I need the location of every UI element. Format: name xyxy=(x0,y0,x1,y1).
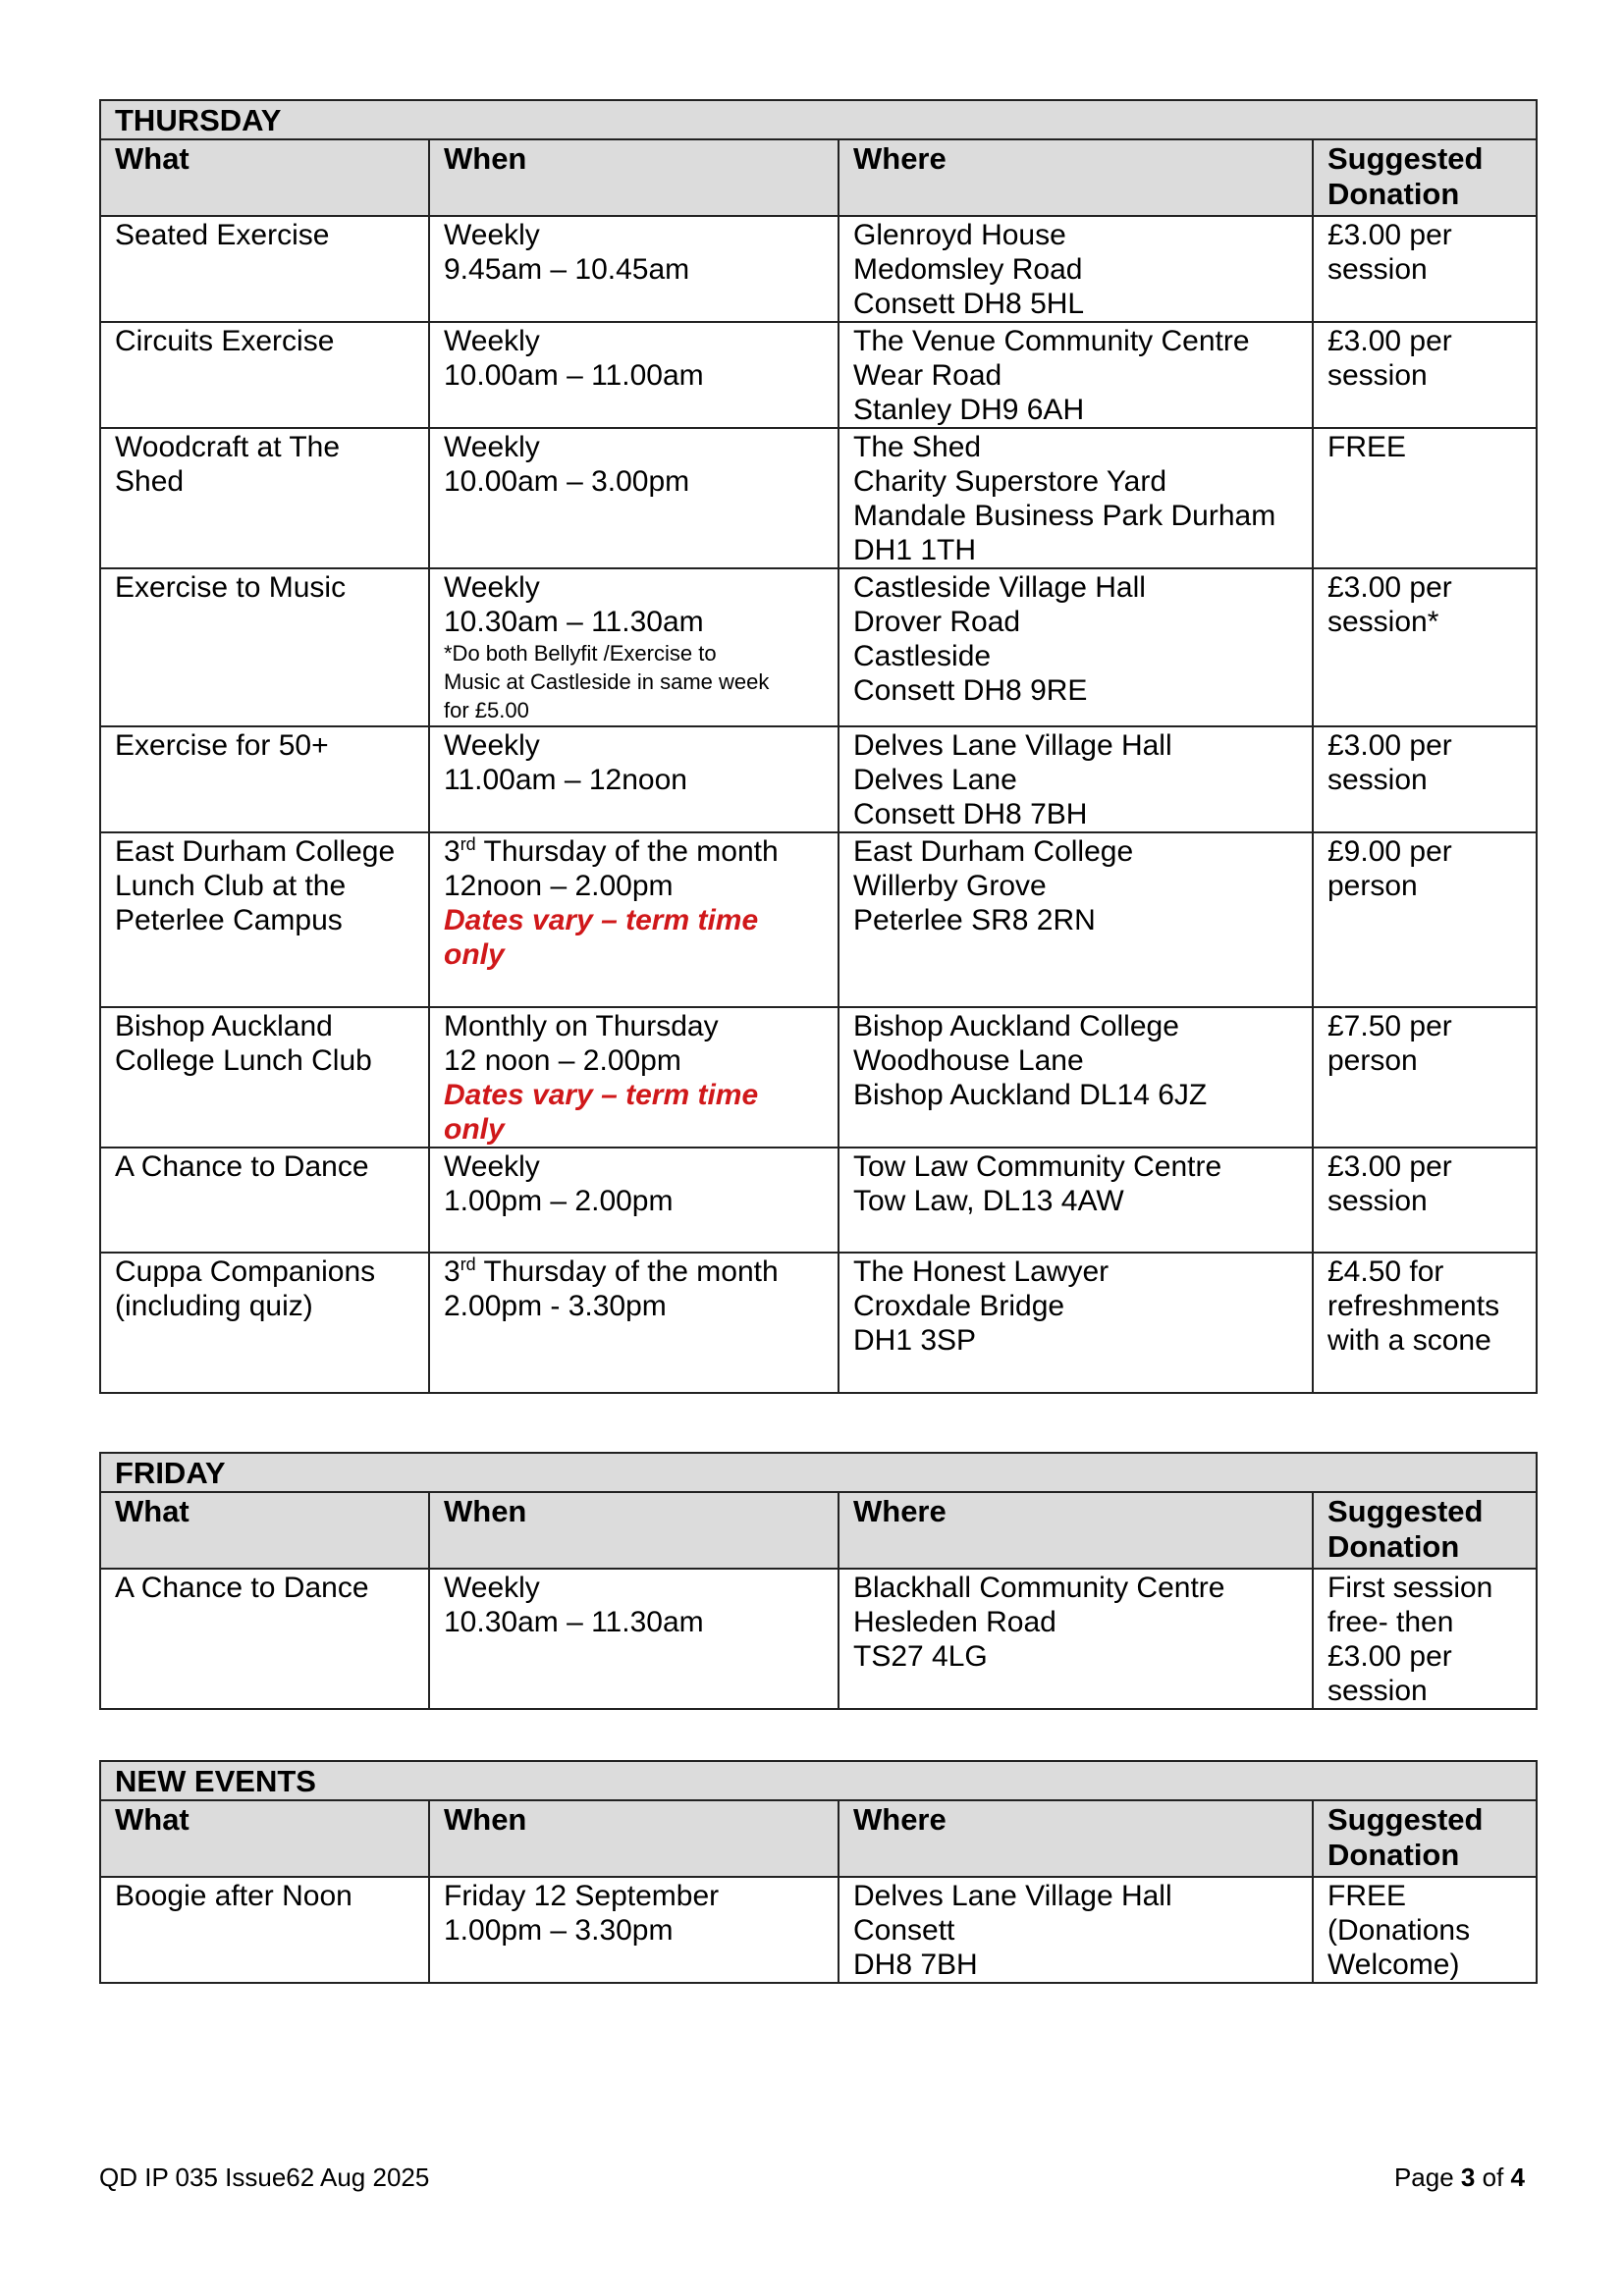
where-line: Consett DH8 7BH xyxy=(853,798,1088,830)
donation-line: free- then xyxy=(1327,1606,1454,1638)
donation-line: session xyxy=(1327,764,1428,796)
where-line: Castleside Village Hall xyxy=(853,571,1146,604)
cell-donation xyxy=(1313,1148,1537,1253)
where-line: Croxdale Bridge xyxy=(853,1290,1065,1322)
cell-what xyxy=(100,1877,429,1983)
donation-line: £4.50 for xyxy=(1327,1255,1444,1288)
cell-when xyxy=(429,568,839,726)
when-line: Friday 12 September xyxy=(444,1880,720,1912)
donation-line: £3.00 per xyxy=(1327,219,1452,251)
when-line: Weekly xyxy=(444,219,540,251)
when-line: 1.00pm – 3.30pm xyxy=(444,1914,674,1947)
where-line: DH8 7BH xyxy=(853,1949,978,1981)
when-line: 1.00pm – 2.00pm xyxy=(444,1185,674,1217)
donation-line: First session xyxy=(1327,1572,1493,1604)
donation-line: (Donations xyxy=(1327,1914,1471,1947)
where-line: Consett DH8 9RE xyxy=(853,674,1088,707)
cell-when xyxy=(429,216,839,322)
cell-where xyxy=(839,726,1313,832)
donation-line: refreshments xyxy=(1327,1290,1500,1322)
cell-donation xyxy=(1313,428,1537,568)
donation-line: £3.00 per xyxy=(1327,1640,1452,1673)
donation-line: person xyxy=(1327,1044,1418,1077)
where-line: Willerby Grove xyxy=(853,870,1047,902)
where-line: Consett DH8 5HL xyxy=(853,288,1085,320)
cell-what xyxy=(100,832,429,1007)
where-line: Consett xyxy=(853,1914,955,1947)
what-line: A Chance to Dance xyxy=(115,1572,369,1604)
cell-what xyxy=(100,568,429,726)
donation-line: with a scone xyxy=(1327,1324,1491,1357)
table-row xyxy=(100,1877,1537,1983)
when-alert-line: only xyxy=(444,1113,505,1146)
when-line: Weekly xyxy=(444,325,540,357)
cell-what xyxy=(100,1569,429,1709)
friday-table xyxy=(99,1452,1538,1710)
what-line: A Chance to Dance xyxy=(115,1150,369,1183)
when-note-line: Music at Castleside in same week xyxy=(444,669,770,694)
what-line: Exercise for 50+ xyxy=(115,729,329,762)
table-row xyxy=(100,568,1537,726)
when-line: 12noon – 2.00pm xyxy=(444,870,674,902)
donation-line: £7.50 per xyxy=(1327,1010,1452,1042)
column-header-what: What xyxy=(100,1492,429,1569)
what-line: Lunch Club at the xyxy=(115,870,347,902)
donation-line: session xyxy=(1327,359,1428,392)
where-line: Bishop Auckland DL14 6JZ xyxy=(853,1079,1208,1111)
where-line: TS27 4LG xyxy=(853,1640,988,1673)
when-line: Weekly xyxy=(444,1572,540,1604)
where-line: Glenroyd House xyxy=(853,219,1066,251)
when-line: 11.00am – 12noon xyxy=(444,764,687,796)
cell-when xyxy=(429,1148,839,1253)
cell-donation xyxy=(1313,1253,1537,1393)
what-line: Woodcraft at The xyxy=(115,431,341,463)
table-row xyxy=(100,1148,1537,1253)
where-line: Blackhall Community Centre xyxy=(853,1572,1225,1604)
cell-when xyxy=(429,1569,839,1709)
cell-when xyxy=(429,1007,839,1148)
cell-donation xyxy=(1313,1877,1537,1983)
cell-when xyxy=(429,428,839,568)
what-line: Seated Exercise xyxy=(115,219,330,251)
where-line: Tow Law, DL13 4AW xyxy=(853,1185,1124,1217)
donation-line: Welcome) xyxy=(1327,1949,1460,1981)
cell-where xyxy=(839,428,1313,568)
new-events-table xyxy=(99,1760,1538,1984)
where-line: East Durham College xyxy=(853,835,1134,868)
donation-line: £9.00 per xyxy=(1327,835,1452,868)
table-row xyxy=(100,216,1537,322)
cell-when xyxy=(429,1253,839,1393)
cell-where xyxy=(839,1253,1313,1393)
where-line: Delves Lane Village Hall xyxy=(853,1880,1172,1912)
footer-page-number: Page 3 of 4 xyxy=(1393,2163,1525,2192)
cell-where xyxy=(839,1148,1313,1253)
when-note-line: *Do both Bellyfit /Exercise to xyxy=(444,641,717,666)
when-line: Weekly xyxy=(444,571,540,604)
when-line: 10.30am – 11.30am xyxy=(444,606,704,638)
table-row xyxy=(100,1253,1537,1393)
where-line: Medomsley Road xyxy=(853,253,1083,286)
column-header-what: What xyxy=(100,1800,429,1877)
cell-where xyxy=(839,216,1313,322)
where-line: Tow Law Community Centre xyxy=(853,1150,1222,1183)
where-line: Woodhouse Lane xyxy=(853,1044,1084,1077)
table-row xyxy=(100,428,1537,568)
what-line: Peterlee Campus xyxy=(115,904,343,936)
when-alert-line: Dates vary – term time xyxy=(444,904,759,936)
where-line: Wear Road xyxy=(853,359,1002,392)
when-line: 2.00pm - 3.30pm xyxy=(444,1290,667,1322)
where-line: DH1 1TH xyxy=(853,534,977,566)
cell-what xyxy=(100,726,429,832)
what-line: Bishop Auckland xyxy=(115,1010,333,1042)
when-ordinal-line: 3rd Thursday of the month xyxy=(444,834,779,868)
cell-when xyxy=(429,1877,839,1983)
cell-what xyxy=(100,1148,429,1253)
where-line: DH1 3SP xyxy=(853,1324,977,1357)
column-header-donation: Suggested Donation xyxy=(1313,139,1537,216)
cell-where xyxy=(839,1877,1313,1983)
cell-when xyxy=(429,832,839,1007)
what-line: College Lunch Club xyxy=(115,1044,372,1077)
donation-line: session xyxy=(1327,1675,1428,1707)
table-row xyxy=(100,1569,1537,1709)
cell-donation xyxy=(1313,568,1537,726)
table-row xyxy=(100,832,1537,1007)
cell-what xyxy=(100,216,429,322)
where-line: Hesleden Road xyxy=(853,1606,1056,1638)
cell-where xyxy=(839,1569,1313,1709)
when-alert-line: Dates vary – term time xyxy=(444,1079,759,1111)
cell-what xyxy=(100,322,429,428)
donation-line: £3.00 per xyxy=(1327,571,1452,604)
what-line: Cuppa Companions xyxy=(115,1255,376,1288)
cell-what xyxy=(100,1253,429,1393)
what-line: East Durham College xyxy=(115,835,396,868)
where-line: Peterlee SR8 2RN xyxy=(853,904,1096,936)
donation-line: £3.00 per xyxy=(1327,1150,1452,1183)
table-row xyxy=(100,726,1537,832)
where-line: Drover Road xyxy=(853,606,1021,638)
what-line: Boogie after Noon xyxy=(115,1880,352,1912)
cell-when xyxy=(429,726,839,832)
donation-line: FREE xyxy=(1327,431,1407,463)
what-line: Exercise to Music xyxy=(115,571,347,604)
column-header-when: When xyxy=(429,1800,839,1877)
when-line: Weekly xyxy=(444,1150,540,1183)
section-title: FRIDAY xyxy=(100,1453,1537,1492)
cell-what xyxy=(100,428,429,568)
when-alert-line: only xyxy=(444,938,505,971)
when-line: 10.00am – 3.00pm xyxy=(444,465,690,498)
what-line: (including quiz) xyxy=(115,1290,313,1322)
cell-donation xyxy=(1313,832,1537,1007)
column-header-where: Where xyxy=(839,139,1313,216)
what-line: Shed xyxy=(115,465,185,498)
section-title: THURSDAY xyxy=(100,100,1537,139)
thursday-table xyxy=(99,99,1538,1394)
when-line: Weekly xyxy=(444,431,540,463)
column-header-when: When xyxy=(429,1492,839,1569)
cell-what xyxy=(100,1007,429,1148)
where-line: Delves Lane xyxy=(853,764,1017,796)
where-line: Charity Superstore Yard xyxy=(853,465,1167,498)
where-line: Castleside xyxy=(853,640,992,672)
where-line: The Honest Lawyer xyxy=(853,1255,1110,1288)
where-line: Stanley DH9 6AH xyxy=(853,394,1085,426)
when-note-line: for £5.00 xyxy=(444,698,529,722)
cell-when xyxy=(429,322,839,428)
table-row xyxy=(100,322,1537,428)
cell-where xyxy=(839,1007,1313,1148)
section-title: NEW EVENTS xyxy=(100,1761,1537,1800)
cell-where xyxy=(839,322,1313,428)
donation-line: person xyxy=(1327,870,1418,902)
cell-where xyxy=(839,832,1313,1007)
what-line: Circuits Exercise xyxy=(115,325,335,357)
cell-donation xyxy=(1313,322,1537,428)
column-header-where: Where xyxy=(839,1800,1313,1877)
when-ordinal-line: 3rd Thursday of the month xyxy=(444,1255,779,1288)
when-line: Monthly on Thursday xyxy=(444,1010,719,1042)
donation-line: session xyxy=(1327,253,1428,286)
cell-where xyxy=(839,568,1313,726)
when-line: Weekly xyxy=(444,729,540,762)
where-line: Bishop Auckland College xyxy=(853,1010,1179,1042)
donation-line: £3.00 per xyxy=(1327,325,1452,357)
donation-line: £3.00 per xyxy=(1327,729,1452,762)
when-line: 9.45am – 10.45am xyxy=(444,253,690,286)
column-header-donation: Suggested Donation xyxy=(1313,1492,1537,1569)
cell-donation xyxy=(1313,1569,1537,1709)
column-header-donation: Suggested Donation xyxy=(1313,1800,1537,1877)
donation-line: session xyxy=(1327,1185,1428,1217)
where-line: Mandale Business Park Durham xyxy=(853,500,1276,532)
table-row xyxy=(100,1007,1537,1148)
column-header-what: What xyxy=(100,139,429,216)
when-line: 12 noon – 2.00pm xyxy=(444,1044,681,1077)
cell-donation xyxy=(1313,216,1537,322)
when-line: 10.30am – 11.30am xyxy=(444,1606,704,1638)
donation-line: FREE xyxy=(1327,1880,1407,1912)
donation-line: session* xyxy=(1327,606,1439,638)
when-line: 10.00am – 11.00am xyxy=(444,359,704,392)
where-line: Delves Lane Village Hall xyxy=(853,729,1172,762)
where-line: The Shed xyxy=(853,431,982,463)
footer-document-code: QD IP 035 Issue62 Aug 2025 xyxy=(99,2163,430,2192)
cell-donation xyxy=(1313,1007,1537,1148)
cell-donation xyxy=(1313,726,1537,832)
column-header-where: Where xyxy=(839,1492,1313,1569)
where-line: The Venue Community Centre xyxy=(853,325,1250,357)
column-header-when: When xyxy=(429,139,839,216)
